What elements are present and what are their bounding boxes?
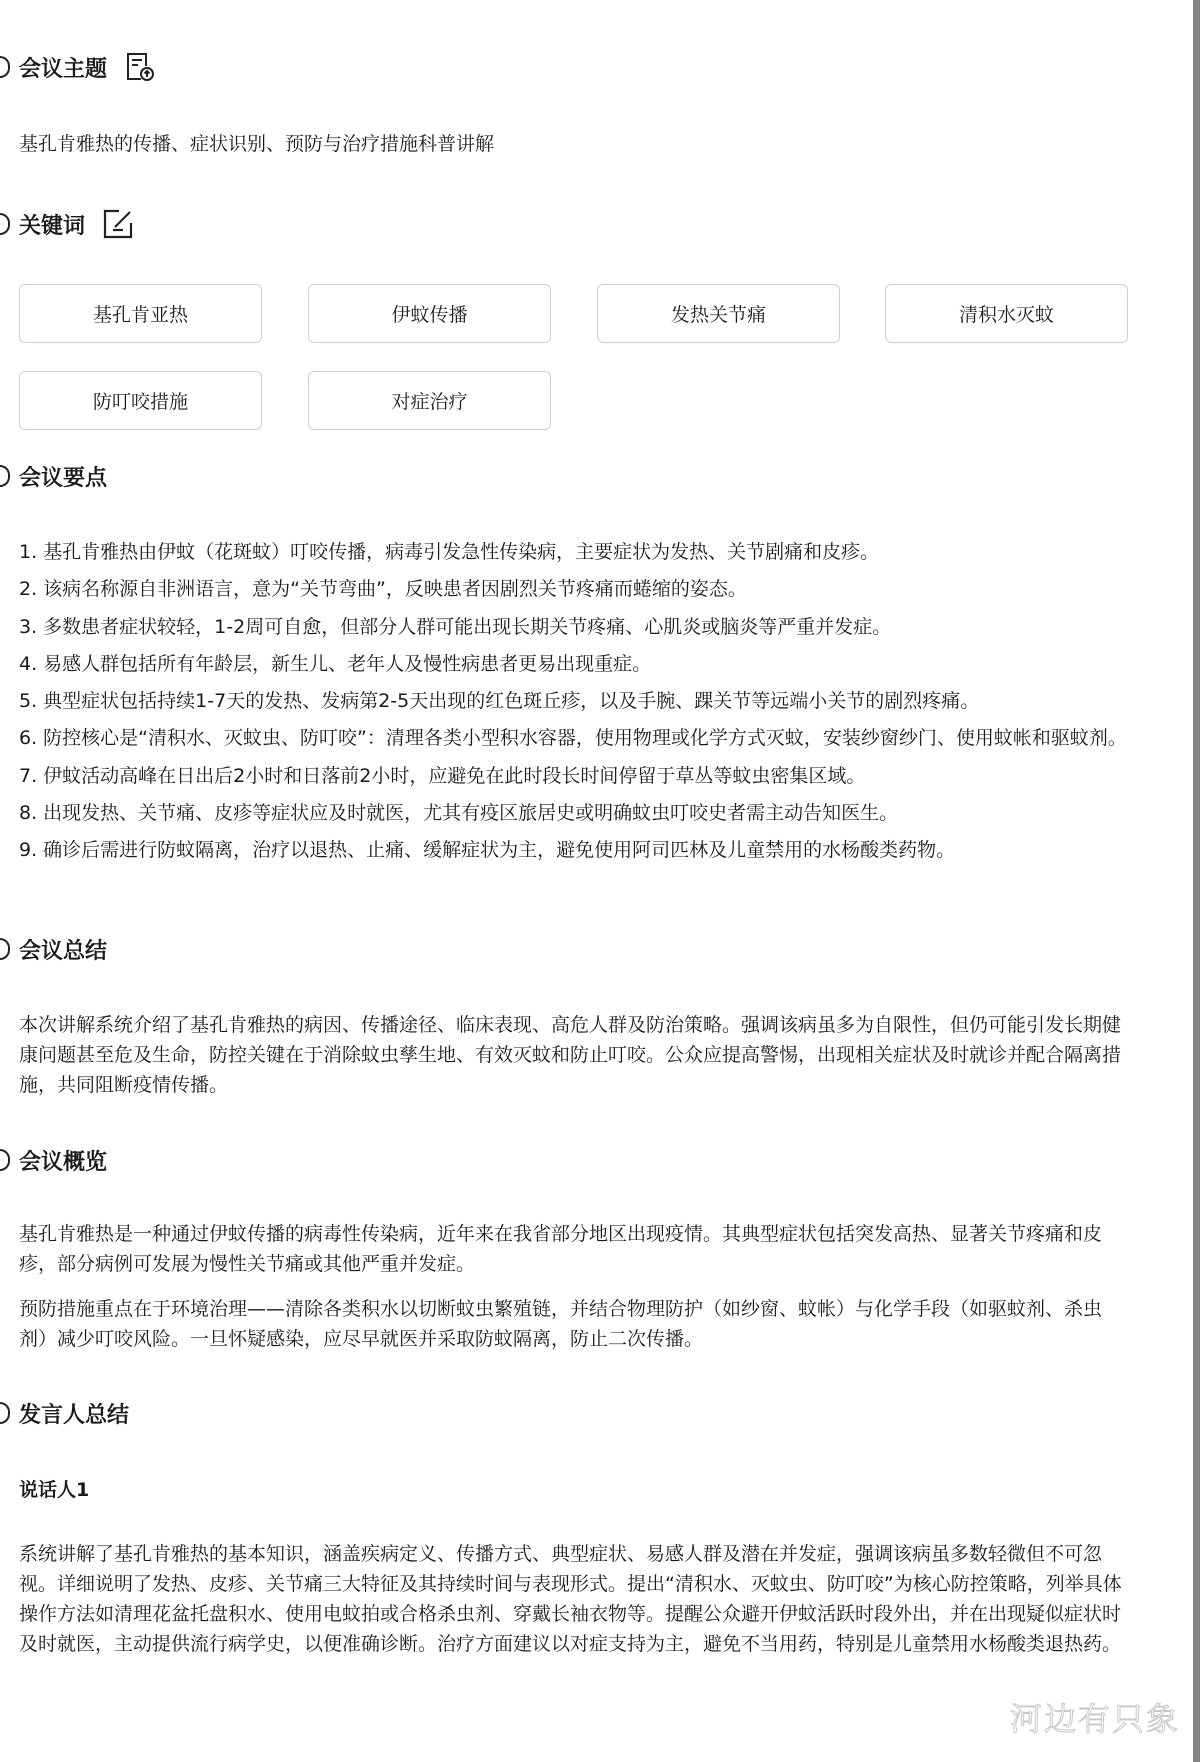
list-item: 5. 典型症状包括持续1-7天的发热、发病第2-5天出现的红色斑丘疹，以及手腕、踝关节等远端小关节的剧烈疼痛。 [19, 690, 980, 713]
bullet-icon [0, 465, 10, 487]
scrollbar[interactable] [1193, 0, 1200, 1762]
watermark: 河边有只象 [1009, 1700, 1180, 1738]
keyword-chip[interactable]: 发热关节痛 [597, 284, 840, 343]
section-heading-topic [0, 51, 155, 83]
bullet-icon [0, 1402, 10, 1424]
list-item: 1. 基孔肯雅热由伊蚊（花斑蚊）叮咬传播，病毒引发急性传染病，主要症状为发热、关节剧痛和皮疹。 [19, 541, 880, 563]
section-heading-keywords [0, 208, 133, 240]
list-item: 9. 确诊后需进行防蚊隔离，治疗以退热、止痛、缓解症状为主，避免使用阿司匹林及儿童禁用的水杨酸类药物。 [19, 839, 956, 862]
section-heading-summary [0, 933, 107, 965]
heading-text: 关键词 [19, 213, 86, 239]
section-heading-overview [0, 1144, 107, 1176]
section-heading-points [0, 460, 107, 492]
heading-text: 会议要点 [19, 465, 108, 491]
bullet-icon [0, 213, 10, 235]
bullet-icon [0, 938, 10, 960]
list-item: 6. 防控核心是“清积水、灭蚊虫、防叮咬”：清理各类小型积水容器，使用物理或化学方式灭蚊，安装纱窗纱门、使用蚊帐和驱蚊剂。 [19, 727, 1127, 750]
key-points-list [19, 537, 1129, 873]
heading-text: 会议概览 [19, 1149, 108, 1175]
overview-paragraph: 预防措施重点在于环境治理——清除各类积水以切断蚊虫繁殖链，并结合物理防护（如纱窗、蚊帐）与化学手段（如驱蚊剂、杀虫剂）减少叮咬风险。一旦怀疑感染，应尽早就医并采取防蚊隔离，防止二次传播。 [19, 1298, 1103, 1350]
keyword-chip[interactable]: 伊蚊传播 [308, 284, 551, 343]
bullet-icon [0, 1149, 10, 1171]
list-item: 8. 出现发热、关节痛、皮疹等症状应及时就医，尤其有疫区旅居史或明确蚊虫叮咬史者需主动告知医生。 [19, 802, 899, 825]
overview-paragraph: 基孔肯雅热是一种通过伊蚊传播的病毒性传染病，近年来在我省部分地区出现疫情。其典型症状包括突发高热、显著关节疼痛和皮疹，部分病例可发展为慢性关节痛或其他严重并发症。 [19, 1223, 1103, 1275]
list-item: 7. 伊蚊活动高峰在日出后2小时和日落前2小时，应避免在此时段长时间停留于草丛等蚊虫密集区域。 [19, 764, 866, 787]
list-item: 2. 该病名称源自非洲语言，意为“关节弯曲”，反映患者因剧烈关节疼痛而蜷缩的姿态。 [19, 578, 747, 601]
keyword-chip[interactable]: 对症治疗 [308, 371, 551, 430]
heading-text: 会议主题 [19, 56, 108, 82]
speaker-summary-text: 系统讲解了基孔肯雅热的基本知识，涵盖疾病定义、传播方式、典型症状、易感人群及潜在并发症，强调该病虽多数轻微但不可忽视。详细说明了发热、皮疹、关节痛三大特征及其持续时间与表现形式。提出“清积水、灭蚊虫、防叮咬”为核心防控策略，列举具体操作方法如清理花盆托盘积水、使用电蚊拍或合格杀虫剂、穿戴长袖衣物等。提醒公众避开伊蚊活跃时段外出，并在出现疑似症状时及时就医，主动提供流行病学史，以便准确诊断。治疗方面建议以对症支持为主，避免不当用药，特别是儿童禁用水杨酸类退热药。 [19, 1543, 1122, 1655]
bullet-icon [0, 56, 10, 78]
document-upload-icon[interactable] [125, 51, 155, 83]
topic-text: 基孔肯雅热的传播、症状识别、预防与治疗措施科普讲解 [19, 133, 495, 155]
keyword-chip[interactable]: 防叮咬措施 [19, 371, 262, 430]
heading-text: 发言人总结 [19, 1402, 130, 1428]
edit-icon[interactable] [103, 209, 133, 239]
list-item: 4. 易感人群包括所有年龄层，新生儿、老年人及慢性病患者更易出现重症。 [19, 652, 652, 675]
keyword-chip[interactable]: 清积水灭蚊 [885, 284, 1128, 343]
speaker-name: 说话人1 [19, 1479, 90, 1501]
keyword-chip[interactable]: 基孔肯亚热 [19, 284, 262, 343]
heading-text: 会议总结 [19, 938, 108, 964]
list-item: 3. 多数患者症状较轻，1-2周可自愈，但部分人群可能出现长期关节疼痛、心肌炎或脑炎等严重并发症。 [19, 615, 892, 638]
section-heading-speakers [0, 1397, 129, 1429]
summary-text: 本次讲解系统介绍了基孔肯雅热的病因、传播途径、临床表现、高危人群及防治策略。强调该病虽多为自限性，但仍可能引发长期健康问题甚至危及生命，防控关键在于消除蚊虫孳生地、有效灭蚊和防止叮咬。公众应提高警惕，出现相关症状及时就诊并配合隔离措施，共同阻断疫情传播。 [19, 1014, 1122, 1096]
